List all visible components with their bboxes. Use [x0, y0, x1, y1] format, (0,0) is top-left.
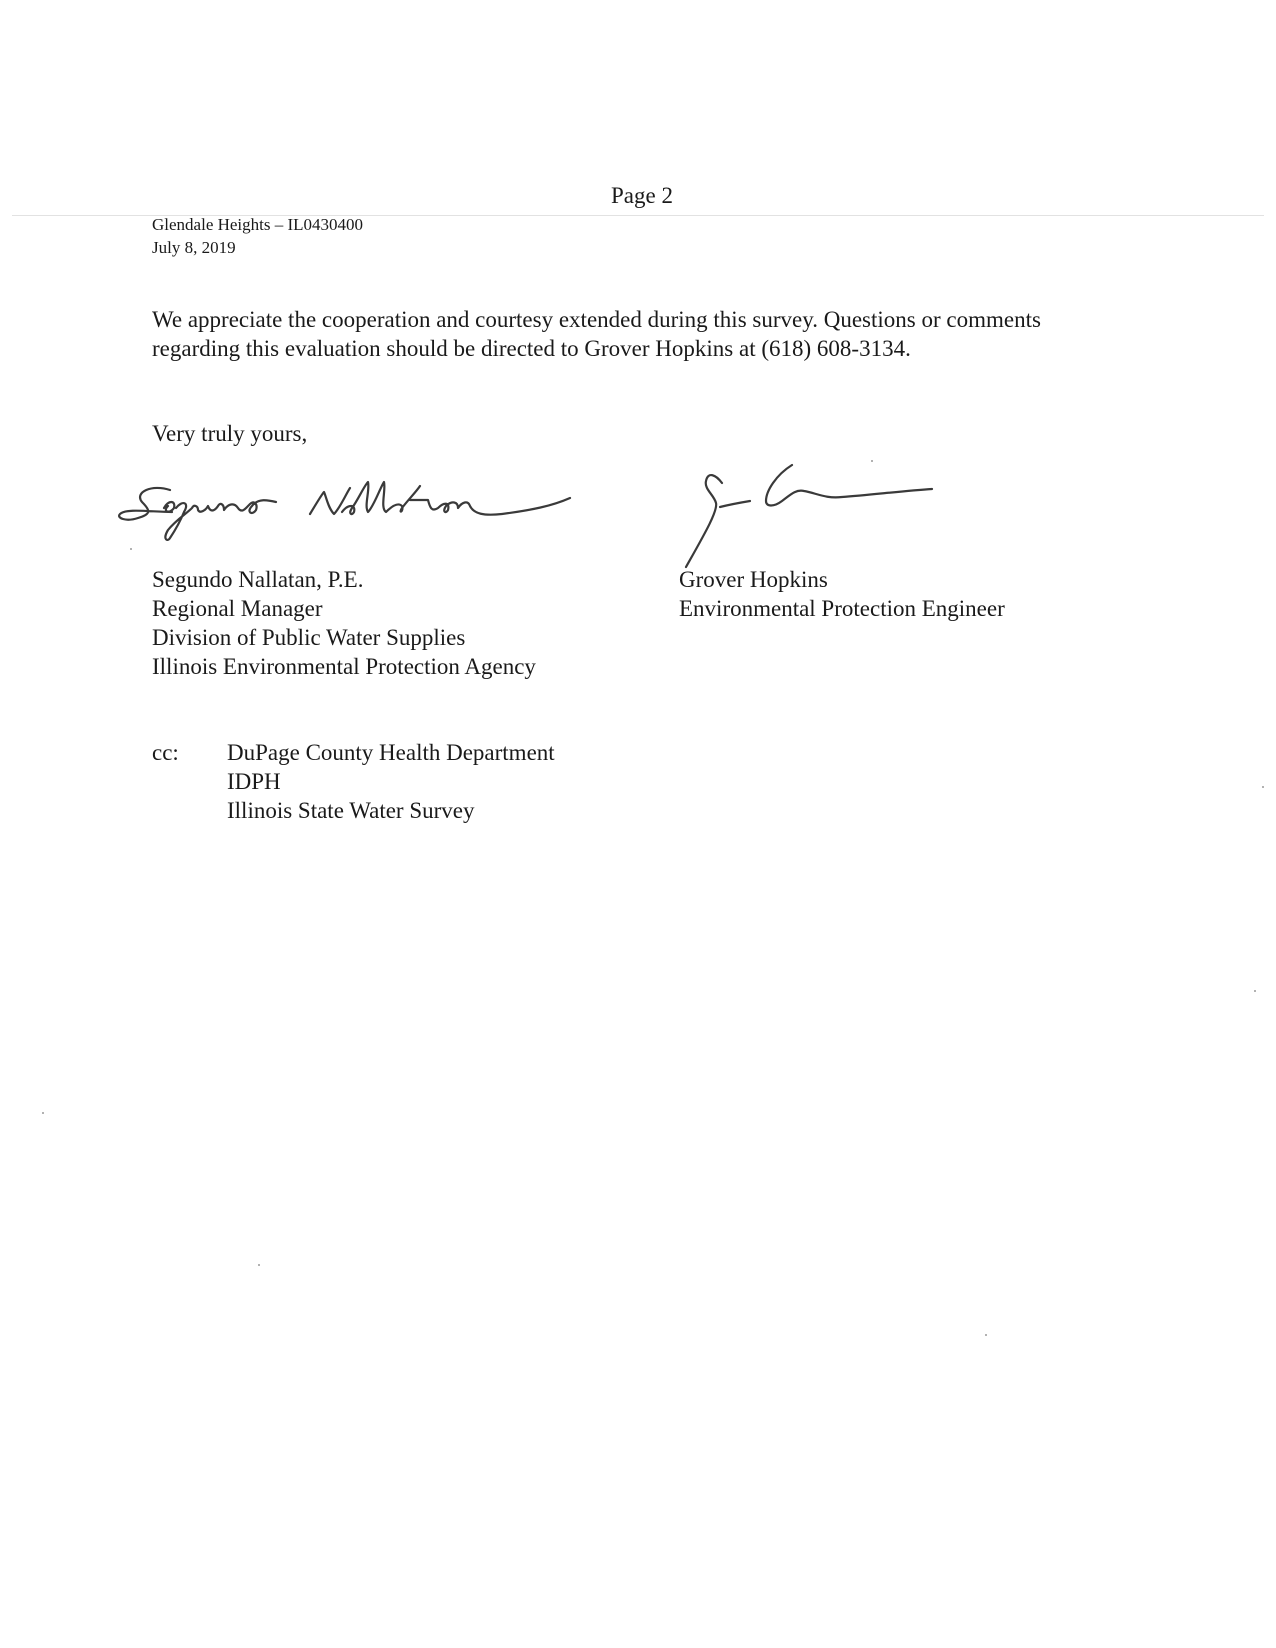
- page-number: Page 2: [611, 183, 673, 208]
- scan-speck: [130, 548, 132, 550]
- closing-salutation: Very truly yours,: [152, 421, 308, 446]
- signer-block-right: [679, 565, 1005, 623]
- letter-date: July 8, 2019: [152, 238, 236, 257]
- signature-segundo-nallatan: [112, 478, 612, 568]
- signer-title: Environmental Protection Engineer: [679, 596, 1005, 621]
- signer-name: Grover Hopkins: [679, 567, 828, 592]
- scan-speck: [1254, 990, 1256, 992]
- cc-recipient-list: [227, 738, 555, 825]
- system-id-line: Glendale Heights – IL0430400: [152, 215, 364, 234]
- cc-recipient: Illinois State Water Survey: [227, 798, 475, 823]
- cc-label: cc:: [152, 740, 179, 765]
- cc-recipient: IDPH: [227, 769, 281, 794]
- signer-block-left: [152, 565, 536, 681]
- body-line: We appreciate the cooperation and courtesy extended during this survey. Questions or comments: [152, 307, 1041, 332]
- scan-speck: [1262, 786, 1264, 788]
- cc-recipient: DuPage County Health Department: [227, 740, 555, 765]
- scan-speck: [42, 1112, 44, 1114]
- scan-speck: [871, 460, 873, 462]
- signer-name: Segundo Nallatan, P.E.: [152, 567, 364, 592]
- body-paragraph: [152, 305, 1142, 363]
- scan-speck: [985, 1334, 987, 1336]
- body-line: regarding this evaluation should be directed to Grover Hopkins at (618) 608-3134.: [152, 336, 911, 361]
- signer-division: Division of Public Water Supplies: [152, 625, 466, 650]
- signer-agency: Illinois Environmental Protection Agency: [152, 654, 536, 679]
- signature-grover-hopkins: [670, 455, 990, 570]
- scan-speck: [258, 1264, 260, 1266]
- letter-header: [152, 213, 363, 259]
- signer-title: Regional Manager: [152, 596, 323, 621]
